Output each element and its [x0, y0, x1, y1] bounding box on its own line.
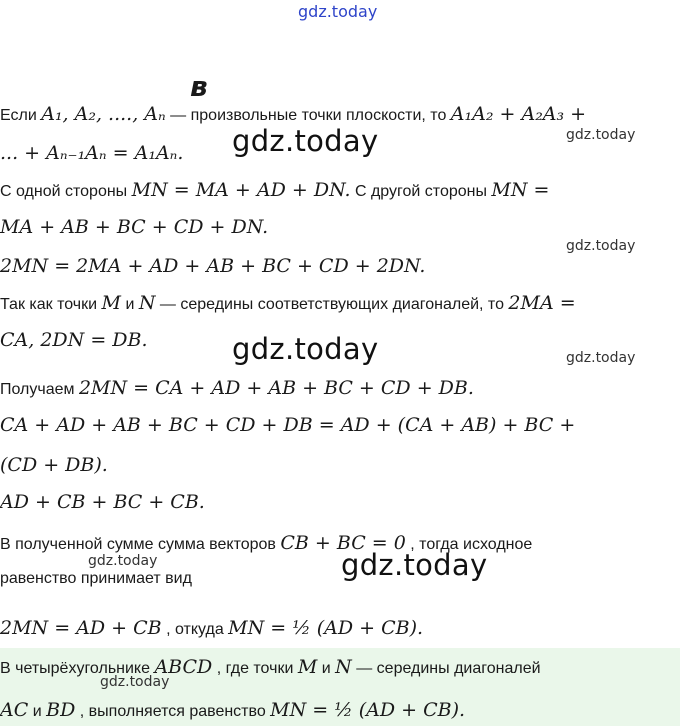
text: и: [321, 660, 336, 677]
math: MN = MA + AD + DN.: [131, 179, 351, 201]
math: MN = ½ (AD + CB).: [270, 699, 466, 721]
text: , где точки: [216, 660, 298, 677]
math: CB + BC = 0: [280, 532, 406, 554]
text: , тогда исходное: [410, 536, 533, 553]
math: ABCD: [154, 656, 213, 678]
text: и: [32, 703, 47, 720]
watermark-large: gdz.today: [341, 548, 488, 582]
text: В четырёхугольнике: [0, 660, 155, 677]
math: AC: [0, 699, 29, 721]
text: — середины диагоналей: [356, 660, 541, 677]
watermark: gdz.today: [100, 674, 170, 690]
math: A₁A₂ + A₂A₃ +: [450, 103, 587, 125]
text: С одной стороны: [0, 183, 132, 200]
math: 2MN = AD + CB: [0, 617, 162, 639]
text: В полученной сумме сумма векторов: [0, 536, 281, 553]
text: Так как точки: [0, 296, 102, 313]
math: MA + AB + BC + CD + DN.: [0, 216, 269, 238]
watermark-large: gdz.today: [232, 124, 379, 158]
math: M: [297, 656, 318, 678]
math: MN =: [491, 179, 550, 201]
watermark: gdz.today: [566, 350, 636, 366]
line-14: [0, 617, 423, 641]
watermark-large: gdz.today: [232, 332, 379, 366]
text: — середины соответствующих диагоналей, то: [159, 296, 509, 313]
watermark: gdz.today: [566, 127, 636, 143]
math: ... + Aₙ₋₁Aₙ = A₁Aₙ.: [0, 142, 184, 164]
math: MN = ½ (AD + CB).: [228, 617, 424, 639]
math: M: [101, 292, 121, 314]
line-3: [0, 179, 549, 203]
math: 2MA =: [508, 292, 576, 314]
watermark: gdz.today: [88, 553, 158, 569]
line-4: [0, 216, 268, 240]
math: (CD + DB).: [0, 454, 108, 476]
math: CA + AD + AB + BC + CD + DB = AD + (CA + AB) + BC +: [0, 414, 576, 436]
text: С другой стороны: [354, 183, 492, 200]
math: AD + CB + BC + CB.: [0, 491, 205, 513]
conclusion-line-2: [0, 699, 465, 723]
text: , откуда: [166, 621, 229, 638]
line-11: [0, 491, 205, 515]
watermark-top: gdz.today: [298, 2, 378, 21]
section-heading: в: [190, 70, 208, 103]
text: равенство принимает вид: [0, 570, 192, 587]
line-7: [0, 329, 148, 353]
text: , выполняется равенство: [79, 703, 271, 720]
text: и: [125, 296, 139, 313]
math: N: [138, 292, 156, 314]
math: N: [335, 656, 352, 678]
text: — произвольные точки плоскости, то: [170, 107, 451, 124]
line-13: [0, 568, 192, 590]
line-2: [0, 142, 183, 166]
line-8: [0, 377, 474, 401]
math: CA, 2DN = DB.: [0, 329, 148, 351]
line-10: [0, 454, 108, 478]
math: BD: [46, 699, 76, 721]
line-5: [0, 255, 425, 279]
conclusion-line-1: [0, 656, 541, 680]
math: 2MN = 2MA + AD + AB + BC + CD + 2DN.: [0, 255, 426, 277]
watermark: gdz.today: [566, 238, 636, 254]
line-9: [0, 414, 575, 438]
text: Получаем: [0, 381, 79, 398]
math: 2MN = CA + AD + AB + BC + CD + DB.: [78, 377, 474, 399]
text: Если: [0, 107, 37, 124]
math: A₁, A₂, ...., Aₙ: [41, 103, 166, 125]
line-6: [0, 292, 576, 316]
